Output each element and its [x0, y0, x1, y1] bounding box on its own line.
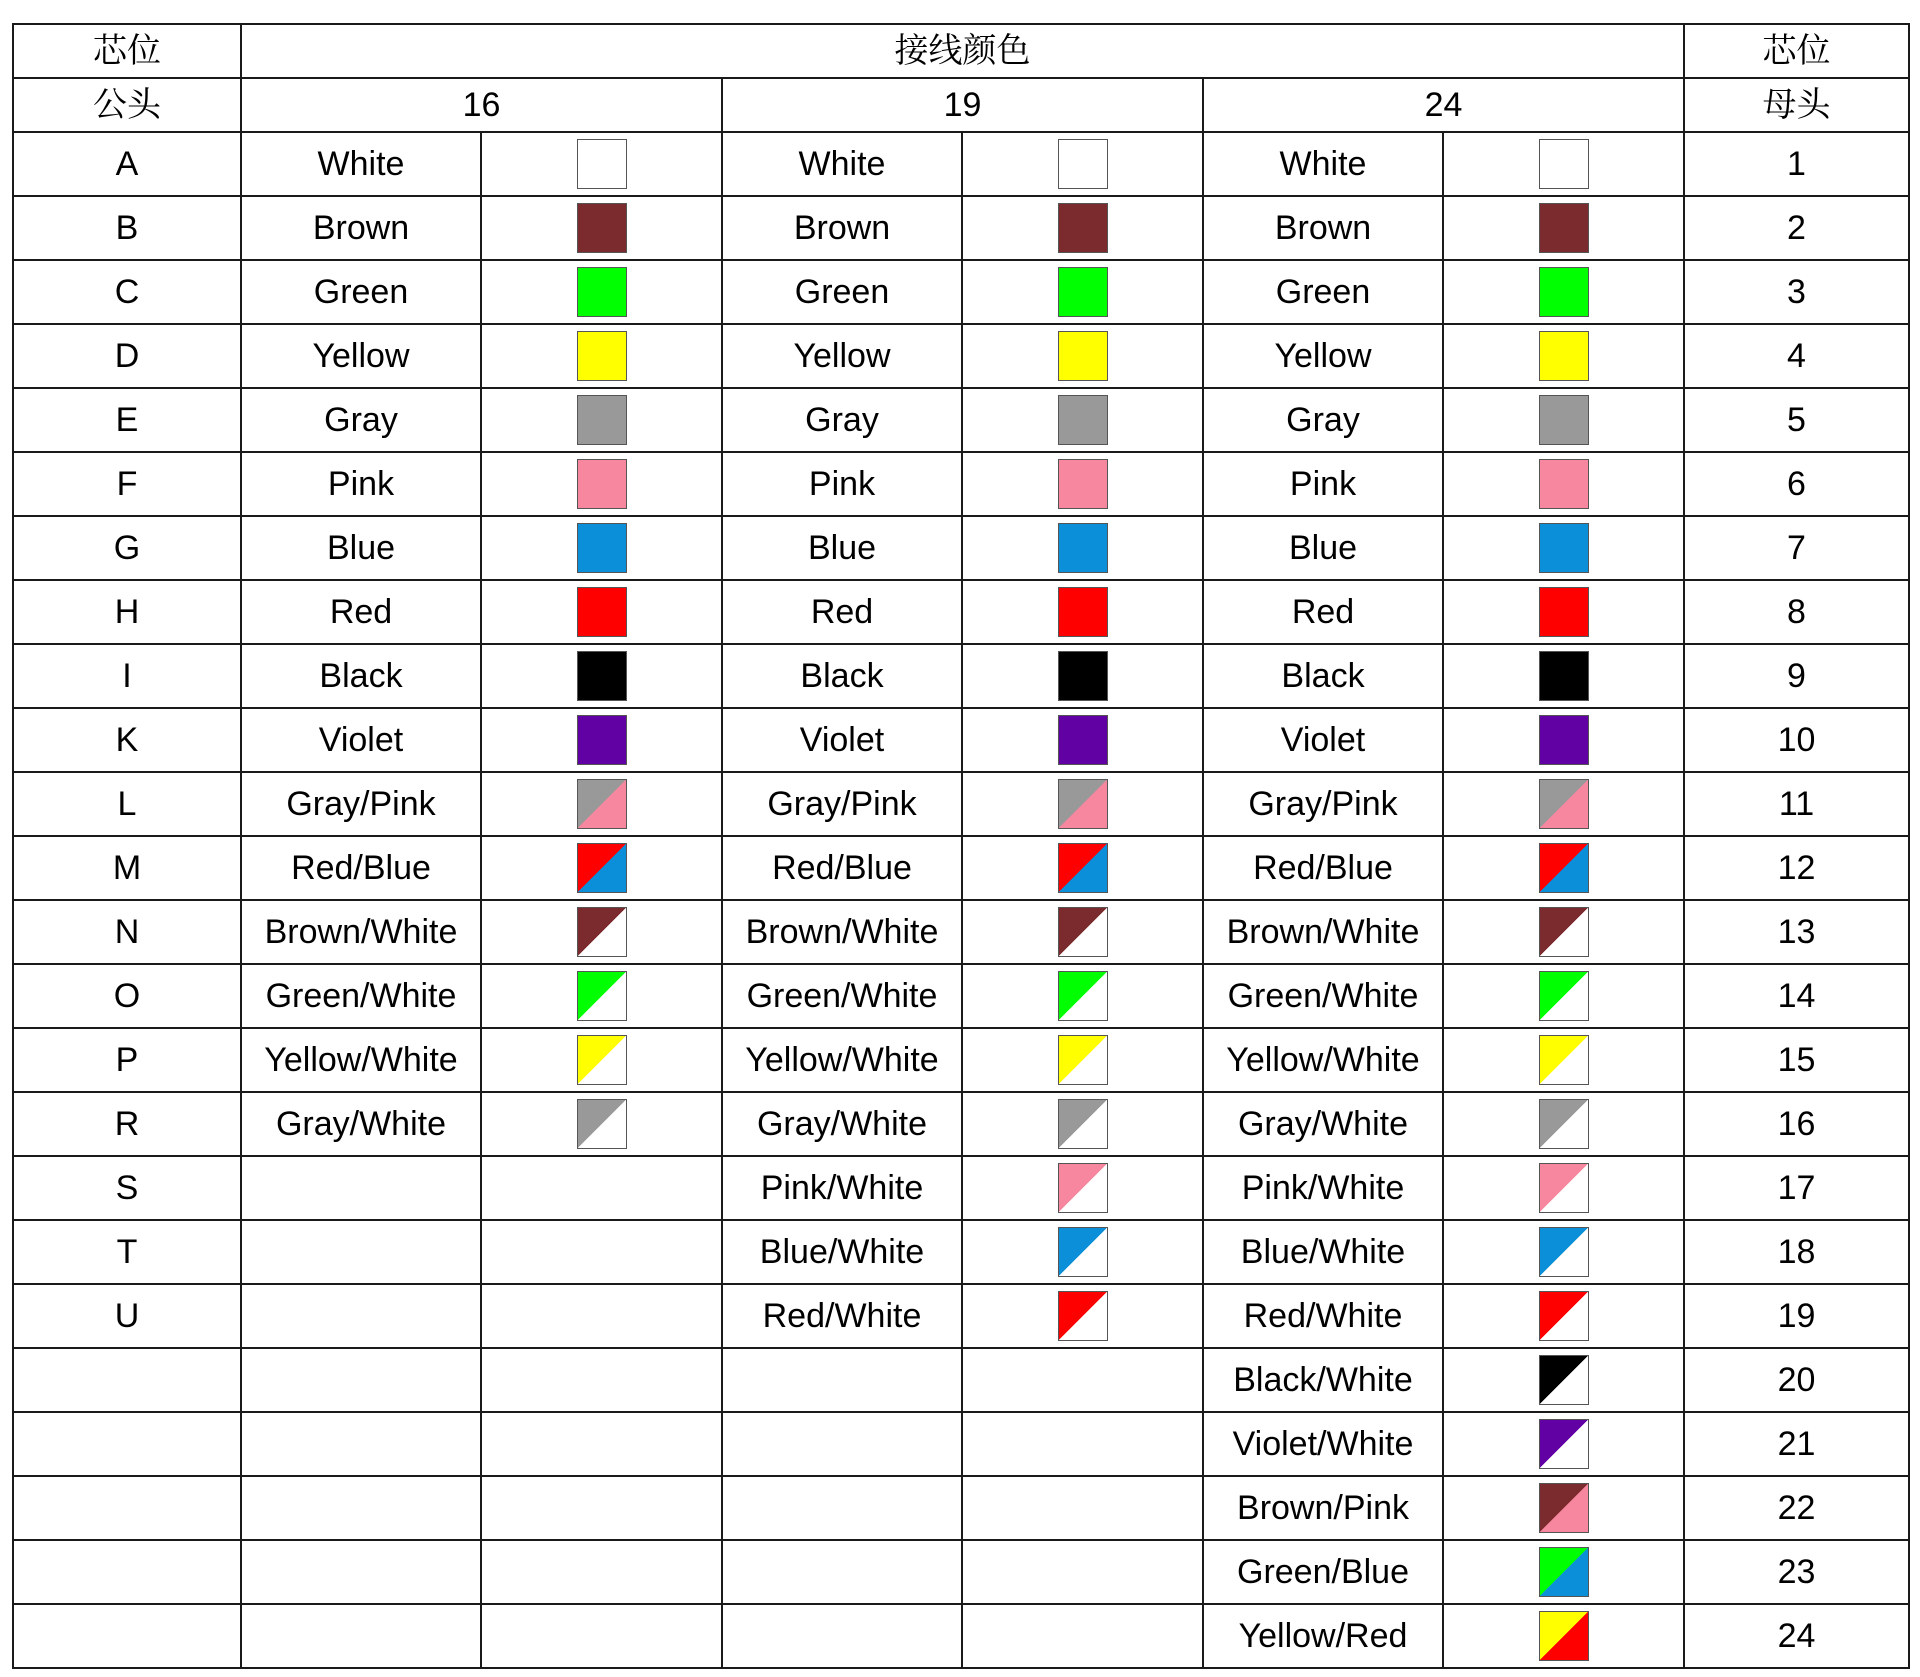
color-swatch	[1539, 267, 1589, 317]
wire-color-swatch-cell-24	[1443, 580, 1684, 644]
wire-color-swatch-cell-16	[481, 1028, 722, 1092]
female-pin-label: 4	[1684, 324, 1909, 388]
color-swatch	[1539, 1355, 1589, 1405]
female-header: 母头	[1684, 78, 1909, 132]
wire-color-swatch-cell-24	[1443, 516, 1684, 580]
wire-color-name-19: Gray	[722, 388, 962, 452]
wire-color-name-16: Green	[241, 260, 481, 324]
cable-16-header: 16	[241, 78, 722, 132]
wire-color-name-19: Blue	[722, 516, 962, 580]
color-swatch	[1539, 1611, 1589, 1661]
wire-color-swatch-cell-24	[1443, 196, 1684, 260]
male-pin-label: D	[13, 324, 241, 388]
wire-color-swatch-cell-19	[962, 644, 1203, 708]
wire-color-name-19: White	[722, 132, 962, 196]
wire-color-swatch-cell-24	[1443, 1284, 1684, 1348]
wire-color-name-19: Gray/White	[722, 1092, 962, 1156]
color-swatch	[1539, 1291, 1589, 1341]
wire-color-name-19: Violet	[722, 708, 962, 772]
wire-color-name-24: Brown/Pink	[1203, 1476, 1443, 1540]
wire-color-swatch-cell-16	[481, 1476, 722, 1540]
female-pin-label: 11	[1684, 772, 1909, 836]
male-pin-label: N	[13, 900, 241, 964]
female-pin-label: 8	[1684, 580, 1909, 644]
table-row	[13, 1476, 1909, 1540]
wire-color-name-16	[241, 1540, 481, 1604]
wire-color-swatch-cell-19	[962, 1156, 1203, 1220]
wire-color-swatch-cell-16	[481, 196, 722, 260]
wire-color-swatch-cell-24	[1443, 772, 1684, 836]
wire-color-swatch-cell-19	[962, 324, 1203, 388]
male-pin-label	[13, 1348, 241, 1412]
color-swatch	[577, 139, 627, 189]
female-pin-label: 16	[1684, 1092, 1909, 1156]
wire-color-name-24: Pink	[1203, 452, 1443, 516]
color-swatch	[1058, 1291, 1108, 1341]
wire-color-name-19	[722, 1540, 962, 1604]
male-pin-label: B	[13, 196, 241, 260]
wire-color-swatch-cell-19	[962, 1220, 1203, 1284]
color-swatch	[1058, 139, 1108, 189]
wire-color-name-24: Black	[1203, 644, 1443, 708]
wire-color-name-16	[241, 1604, 481, 1668]
wire-color-swatch-cell-24	[1443, 964, 1684, 1028]
wire-color-swatch-cell-16	[481, 772, 722, 836]
wire-color-name-19: Pink/White	[722, 1156, 962, 1220]
table-row	[13, 260, 1909, 324]
table-row	[13, 324, 1909, 388]
color-swatch	[1539, 395, 1589, 445]
female-pin-label: 17	[1684, 1156, 1909, 1220]
wire-color-name-16	[241, 1284, 481, 1348]
pin-header-left: 芯位	[13, 24, 241, 78]
cable-24-header: 24	[1203, 78, 1684, 132]
wire-color-swatch-cell-19	[962, 1028, 1203, 1092]
wire-color-name-24: Violet	[1203, 708, 1443, 772]
table-row	[13, 708, 1909, 772]
wire-color-name-24: Red/White	[1203, 1284, 1443, 1348]
male-pin-label: O	[13, 964, 241, 1028]
wire-color-name-16: White	[241, 132, 481, 196]
wire-color-name-19: Black	[722, 644, 962, 708]
male-pin-label: S	[13, 1156, 241, 1220]
wire-color-name-24: Brown/White	[1203, 900, 1443, 964]
wire-color-swatch-cell-16	[481, 260, 722, 324]
table-row	[13, 1284, 1909, 1348]
wire-color-name-19: Yellow/White	[722, 1028, 962, 1092]
wire-color-name-24: Red	[1203, 580, 1443, 644]
wire-color-name-19: Brown	[722, 196, 962, 260]
female-pin-label: 14	[1684, 964, 1909, 1028]
wire-color-swatch-cell-16	[481, 1348, 722, 1412]
color-swatch	[1539, 1163, 1589, 1213]
color-swatch	[577, 395, 627, 445]
color-swatch	[577, 331, 627, 381]
color-swatch	[577, 779, 627, 829]
male-pin-label	[13, 1476, 241, 1540]
table-row	[13, 388, 1909, 452]
color-swatch	[1058, 523, 1108, 573]
wire-color-name-16: Gray	[241, 388, 481, 452]
table-row	[13, 516, 1909, 580]
wire-color-swatch-cell-16	[481, 1604, 722, 1668]
color-swatch	[1539, 779, 1589, 829]
color-swatch	[1058, 715, 1108, 765]
wire-color-swatch-cell-16	[481, 964, 722, 1028]
color-swatch	[1058, 459, 1108, 509]
wire-color-swatch-cell-24	[1443, 836, 1684, 900]
wire-color-name-16	[241, 1476, 481, 1540]
color-swatch	[1058, 1227, 1108, 1277]
color-swatch	[1539, 1483, 1589, 1533]
wire-color-name-24: Pink/White	[1203, 1156, 1443, 1220]
color-swatch	[1058, 587, 1108, 637]
female-pin-label: 24	[1684, 1604, 1909, 1668]
table-row	[13, 1412, 1909, 1476]
wire-color-name-19: Red	[722, 580, 962, 644]
wire-color-swatch-cell-24	[1443, 1412, 1684, 1476]
wire-color-name-24: Gray	[1203, 388, 1443, 452]
wire-color-name-16	[241, 1220, 481, 1284]
wire-color-name-16: Green/White	[241, 964, 481, 1028]
wire-color-name-16	[241, 1156, 481, 1220]
color-swatch	[1539, 1035, 1589, 1085]
wire-color-swatch-cell-24	[1443, 132, 1684, 196]
male-pin-label: U	[13, 1284, 241, 1348]
color-swatch	[577, 907, 627, 957]
wire-color-name-19: Gray/Pink	[722, 772, 962, 836]
wire-color-name-24: Gray/White	[1203, 1092, 1443, 1156]
color-swatch	[1539, 971, 1589, 1021]
color-swatch	[1539, 1547, 1589, 1597]
wire-color-swatch-cell-24	[1443, 324, 1684, 388]
wire-color-swatch-cell-16	[481, 388, 722, 452]
wire-color-swatch-cell-19	[962, 132, 1203, 196]
female-pin-label: 6	[1684, 452, 1909, 516]
male-pin-label	[13, 1540, 241, 1604]
male-pin-label: R	[13, 1092, 241, 1156]
male-pin-label: K	[13, 708, 241, 772]
female-pin-label: 13	[1684, 900, 1909, 964]
wire-color-name-16: Violet	[241, 708, 481, 772]
table-row	[13, 580, 1909, 644]
wire-color-swatch-cell-16	[481, 1220, 722, 1284]
male-pin-label: T	[13, 1220, 241, 1284]
wire-color-header: 接线颜色	[241, 24, 1684, 78]
wire-color-name-24: Yellow	[1203, 324, 1443, 388]
wire-color-name-24: Violet/White	[1203, 1412, 1443, 1476]
wire-color-swatch-cell-19	[962, 1348, 1203, 1412]
color-swatch	[577, 1035, 627, 1085]
color-swatch	[1539, 651, 1589, 701]
table-row	[13, 836, 1909, 900]
wire-color-name-24: Green/White	[1203, 964, 1443, 1028]
wire-color-name-19: Red/Blue	[722, 836, 962, 900]
wire-color-swatch-cell-16	[481, 900, 722, 964]
wire-color-name-19: Green/White	[722, 964, 962, 1028]
wire-color-name-24: Black/White	[1203, 1348, 1443, 1412]
table-row	[13, 964, 1909, 1028]
color-swatch	[577, 523, 627, 573]
wire-color-swatch-cell-24	[1443, 1156, 1684, 1220]
wire-color-name-24: Yellow/Red	[1203, 1604, 1443, 1668]
wire-color-name-16: Gray/White	[241, 1092, 481, 1156]
color-swatch	[1539, 907, 1589, 957]
male-pin-label: G	[13, 516, 241, 580]
male-pin-label: F	[13, 452, 241, 516]
color-swatch	[577, 267, 627, 317]
table-row	[13, 1220, 1909, 1284]
wire-color-name-16: Black	[241, 644, 481, 708]
wire-color-swatch-cell-19	[962, 1412, 1203, 1476]
female-pin-label: 21	[1684, 1412, 1909, 1476]
female-pin-label: 23	[1684, 1540, 1909, 1604]
male-pin-label: A	[13, 132, 241, 196]
wire-color-swatch-cell-19	[962, 900, 1203, 964]
color-swatch	[577, 971, 627, 1021]
wire-color-swatch-cell-24	[1443, 900, 1684, 964]
wire-color-swatch-cell-24	[1443, 1092, 1684, 1156]
male-pin-label: P	[13, 1028, 241, 1092]
female-pin-label: 20	[1684, 1348, 1909, 1412]
color-swatch	[1539, 139, 1589, 189]
wire-color-name-24: Brown	[1203, 196, 1443, 260]
wire-color-name-16: Red/Blue	[241, 836, 481, 900]
color-swatch	[1539, 587, 1589, 637]
female-pin-label: 12	[1684, 836, 1909, 900]
wire-color-name-16: Yellow	[241, 324, 481, 388]
wire-color-swatch-cell-24	[1443, 1220, 1684, 1284]
wire-color-swatch-cell-19	[962, 580, 1203, 644]
color-swatch	[1058, 267, 1108, 317]
wire-color-swatch-cell-19	[962, 516, 1203, 580]
wire-color-swatch-cell-16	[481, 1412, 722, 1476]
wire-color-name-19: Blue/White	[722, 1220, 962, 1284]
wire-color-swatch-cell-16	[481, 644, 722, 708]
male-header: 公头	[13, 78, 241, 132]
color-swatch	[577, 587, 627, 637]
wire-color-swatch-cell-16	[481, 452, 722, 516]
wire-color-swatch-cell-16	[481, 1284, 722, 1348]
male-pin-label: E	[13, 388, 241, 452]
wire-color-name-16	[241, 1348, 481, 1412]
wire-color-swatch-cell-24	[1443, 260, 1684, 324]
wire-color-swatch-cell-19	[962, 196, 1203, 260]
wire-color-swatch-cell-19	[962, 836, 1203, 900]
color-swatch	[1058, 1035, 1108, 1085]
wiring-table-container	[12, 23, 1910, 1669]
wire-color-name-19	[722, 1412, 962, 1476]
wire-color-swatch-cell-19	[962, 708, 1203, 772]
wire-color-swatch-cell-19	[962, 260, 1203, 324]
wire-color-swatch-cell-24	[1443, 1540, 1684, 1604]
wire-color-swatch-cell-19	[962, 772, 1203, 836]
female-pin-label: 18	[1684, 1220, 1909, 1284]
male-pin-label	[13, 1412, 241, 1476]
female-pin-label: 3	[1684, 260, 1909, 324]
wire-color-swatch-cell-24	[1443, 644, 1684, 708]
wire-color-swatch-cell-19	[962, 964, 1203, 1028]
wire-color-name-24: Green	[1203, 260, 1443, 324]
color-swatch	[577, 715, 627, 765]
color-swatch	[1539, 459, 1589, 509]
wire-color-name-24: Blue/White	[1203, 1220, 1443, 1284]
color-swatch	[1539, 843, 1589, 893]
wire-color-swatch-cell-24	[1443, 1348, 1684, 1412]
wire-color-name-16: Brown/White	[241, 900, 481, 964]
wire-color-name-16: Blue	[241, 516, 481, 580]
cable-19-header: 19	[722, 78, 1203, 132]
color-swatch	[1058, 779, 1108, 829]
color-swatch	[1058, 1163, 1108, 1213]
wire-color-swatch-cell-19	[962, 452, 1203, 516]
wire-color-swatch-cell-24	[1443, 388, 1684, 452]
female-pin-label: 5	[1684, 388, 1909, 452]
wire-color-swatch-cell-24	[1443, 1476, 1684, 1540]
color-swatch	[1539, 1099, 1589, 1149]
wire-color-swatch-cell-19	[962, 1540, 1203, 1604]
color-swatch	[1539, 331, 1589, 381]
female-pin-label: 10	[1684, 708, 1909, 772]
female-pin-label: 7	[1684, 516, 1909, 580]
color-swatch	[1058, 971, 1108, 1021]
female-pin-label: 2	[1684, 196, 1909, 260]
wire-color-name-24: Blue	[1203, 516, 1443, 580]
color-swatch	[1058, 843, 1108, 893]
wire-color-swatch-cell-16	[481, 708, 722, 772]
header-row-2	[13, 78, 1909, 132]
color-swatch	[1539, 1419, 1589, 1469]
table-row	[13, 196, 1909, 260]
color-swatch	[1058, 203, 1108, 253]
wire-color-swatch-cell-16	[481, 836, 722, 900]
table-row	[13, 900, 1909, 964]
wire-color-name-24: Green/Blue	[1203, 1540, 1443, 1604]
header-row-1	[13, 24, 1909, 78]
color-swatch	[577, 1099, 627, 1149]
wire-color-swatch-cell-19	[962, 1604, 1203, 1668]
table-row	[13, 1092, 1909, 1156]
male-pin-label: C	[13, 260, 241, 324]
table-row	[13, 1028, 1909, 1092]
wire-color-swatch-cell-24	[1443, 708, 1684, 772]
wiring-color-table	[12, 23, 1910, 1669]
wire-color-name-19: Pink	[722, 452, 962, 516]
wire-color-swatch-cell-19	[962, 1092, 1203, 1156]
female-pin-label: 15	[1684, 1028, 1909, 1092]
wire-color-swatch-cell-19	[962, 1284, 1203, 1348]
female-pin-label: 1	[1684, 132, 1909, 196]
male-pin-label: H	[13, 580, 241, 644]
wire-color-swatch-cell-16	[481, 1540, 722, 1604]
color-swatch	[577, 459, 627, 509]
female-pin-label: 9	[1684, 644, 1909, 708]
wire-color-swatch-cell-24	[1443, 1604, 1684, 1668]
table-row	[13, 452, 1909, 516]
wire-color-swatch-cell-24	[1443, 1028, 1684, 1092]
table-row	[13, 1348, 1909, 1412]
male-pin-label: L	[13, 772, 241, 836]
wire-color-name-16: Pink	[241, 452, 481, 516]
table-row	[13, 1604, 1909, 1668]
wire-color-name-16	[241, 1412, 481, 1476]
wire-color-name-16: Gray/Pink	[241, 772, 481, 836]
wire-color-name-24: White	[1203, 132, 1443, 196]
wire-color-swatch-cell-16	[481, 580, 722, 644]
wire-color-name-19: Green	[722, 260, 962, 324]
wire-color-name-24: Yellow/White	[1203, 1028, 1443, 1092]
wire-color-name-19: Red/White	[722, 1284, 962, 1348]
color-swatch	[577, 203, 627, 253]
wire-color-name-24: Red/Blue	[1203, 836, 1443, 900]
wire-color-name-16: Brown	[241, 196, 481, 260]
wire-color-swatch-cell-16	[481, 132, 722, 196]
color-swatch	[1539, 203, 1589, 253]
table-row	[13, 772, 1909, 836]
wire-color-name-19	[722, 1348, 962, 1412]
wire-color-name-19	[722, 1476, 962, 1540]
color-swatch	[1539, 1227, 1589, 1277]
wire-color-name-16: Yellow/White	[241, 1028, 481, 1092]
wire-color-name-16: Red	[241, 580, 481, 644]
wire-color-swatch-cell-16	[481, 324, 722, 388]
male-pin-label: M	[13, 836, 241, 900]
color-swatch	[577, 843, 627, 893]
wire-color-name-19	[722, 1604, 962, 1668]
color-swatch	[1539, 523, 1589, 573]
table-row	[13, 1156, 1909, 1220]
color-swatch	[1058, 1099, 1108, 1149]
color-swatch	[577, 651, 627, 701]
table-row	[13, 132, 1909, 196]
male-pin-label	[13, 1604, 241, 1668]
color-swatch	[1539, 715, 1589, 765]
male-pin-label: I	[13, 644, 241, 708]
color-swatch	[1058, 907, 1108, 957]
wire-color-swatch-cell-19	[962, 388, 1203, 452]
wire-color-swatch-cell-16	[481, 1092, 722, 1156]
color-swatch	[1058, 331, 1108, 381]
wire-color-name-19: Brown/White	[722, 900, 962, 964]
table-row	[13, 644, 1909, 708]
wire-color-swatch-cell-19	[962, 1476, 1203, 1540]
wire-color-name-19: Yellow	[722, 324, 962, 388]
female-pin-label: 22	[1684, 1476, 1909, 1540]
color-swatch	[1058, 395, 1108, 445]
wire-color-swatch-cell-16	[481, 516, 722, 580]
female-pin-label: 19	[1684, 1284, 1909, 1348]
pin-header-right: 芯位	[1684, 24, 1909, 78]
wire-color-swatch-cell-16	[481, 1156, 722, 1220]
wire-color-swatch-cell-24	[1443, 452, 1684, 516]
color-swatch	[1058, 651, 1108, 701]
table-row	[13, 1540, 1909, 1604]
wire-color-name-24: Gray/Pink	[1203, 772, 1443, 836]
